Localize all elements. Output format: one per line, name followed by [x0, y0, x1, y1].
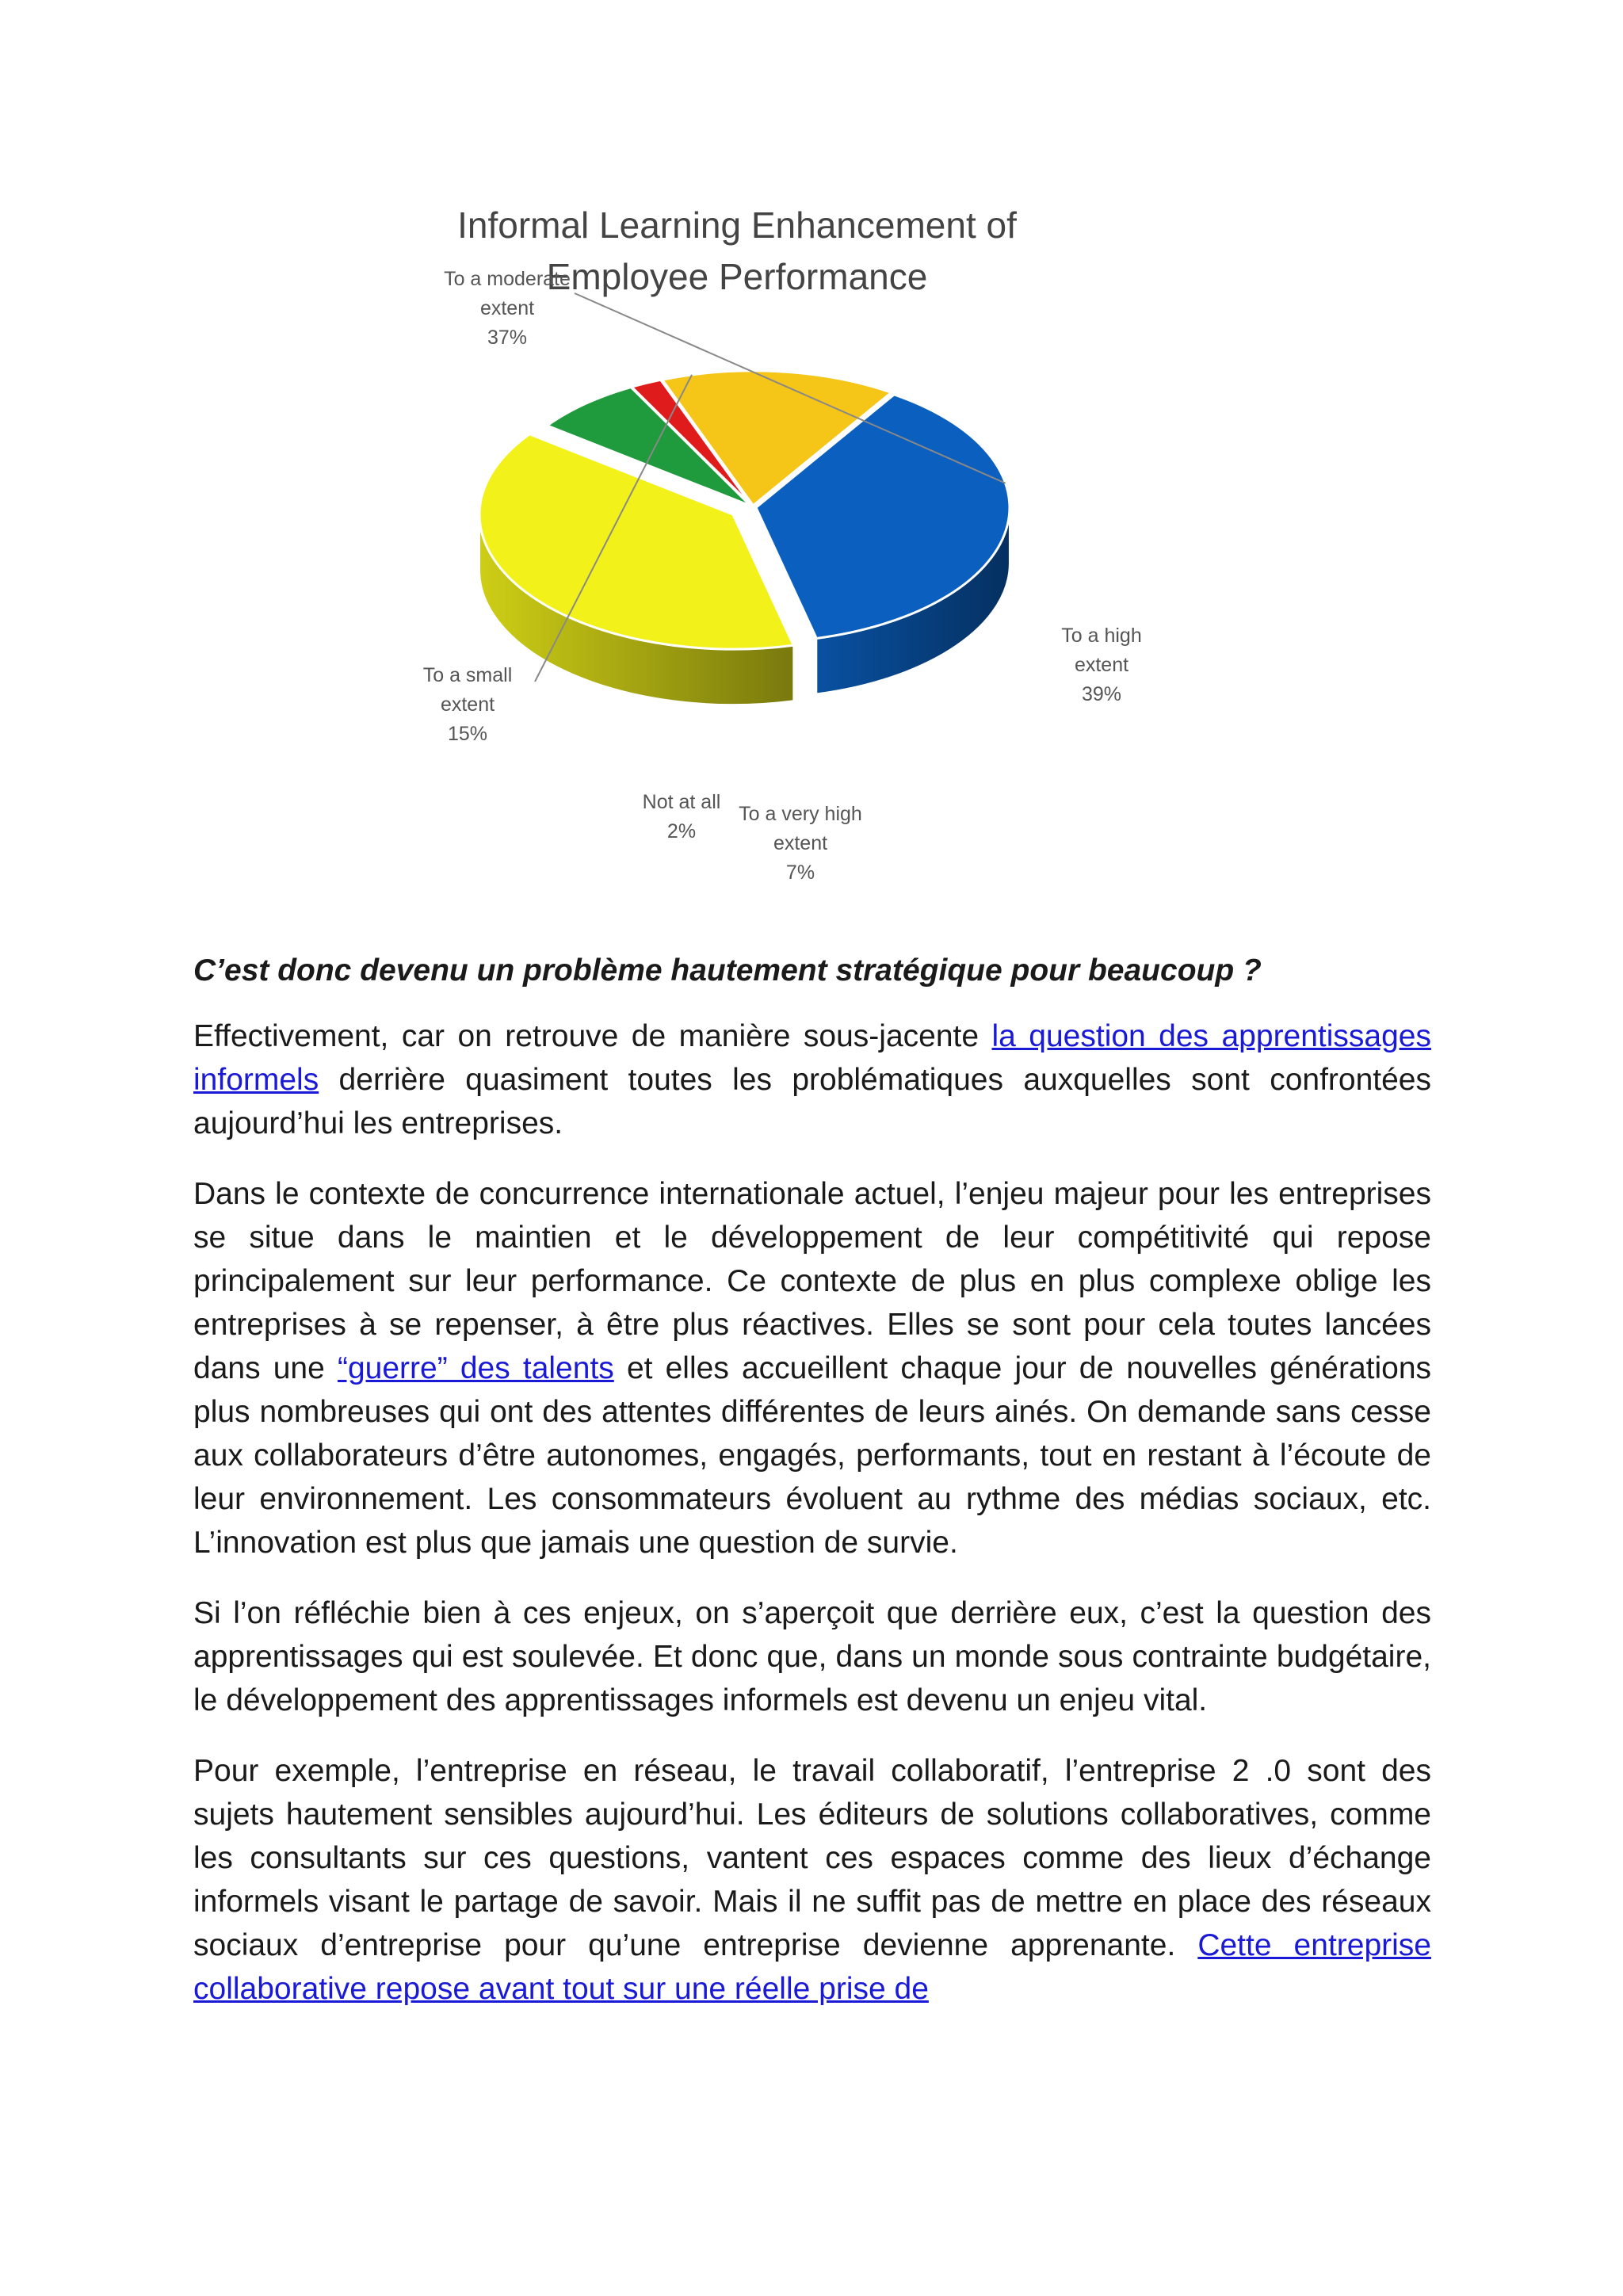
- pie-label-to-a-high-extent-line-2: extent: [1074, 654, 1129, 676]
- chart-title-line-1: Informal Learning Enhancement of: [457, 204, 1017, 246]
- pie-label-to-a-small-extent-line-2: extent: [440, 693, 495, 716]
- pie-label-not-at-all-percent: 2%: [666, 820, 697, 842]
- pie-label-to-a-moderate-extent-percent: 37%: [487, 327, 528, 349]
- paragraph-1: [193, 1014, 1431, 1145]
- paragraph-2-text-b: et elles accueillent chaque jour de nouvelles générations plus nombreuses qui ont des attentes différentes de leurs ainés. On demande sans cesse aux collaborateurs d’être autonomes, engagés, performants, tout en restant à l’écoute de leur environnement. Les consommateurs évoluent au rythme des médias sociaux, etc. L’innovation est plus que jamais une question de survie.: [193, 1351, 1432, 1560]
- pie-label-to-a-very-high-extent-percent: 7%: [785, 861, 815, 884]
- section-question: C’est donc devenu un problème hautement stratégique pour beaucoup ?: [193, 953, 1262, 988]
- pie-label-to-a-very-high-extent-line-1: To a very high: [739, 803, 862, 825]
- link-apprentissages-informels[interactable]: la question des apprentissages informels: [193, 1019, 1432, 1097]
- paragraph-4: [193, 1749, 1431, 2011]
- paragraph-1-text-b: derrière quasiment toutes les problématiques auxquelles sont confrontées aujourd’hui les entreprises.: [193, 1063, 1431, 1140]
- paragraph-2-text-a: Dans le contexte de concurrence internationale actuel, l’enjeu majeur pour les entreprises se situe dans le maintien et le développement de leur compétitivité qui repose principalement sur leur performance. Ce contexte de plus en plus complexe oblige les entreprises à se repenser, à être plus réactives. Elles se sont pour cela toutes lancées dans une: [193, 1177, 1431, 1385]
- pie-label-to-a-high-extent-percent: 39%: [1081, 683, 1122, 705]
- pie-label-to-a-high-extent-line-1: To a high: [1061, 625, 1142, 647]
- pie-label-to-a-small-extent-percent: 15%: [447, 723, 488, 745]
- pie-chart: [412, 198, 1173, 888]
- paragraph-1-text-a: Effectivement, car on retrouve de manière sous-jacente: [193, 1019, 992, 1053]
- link-guerre-des-talents[interactable]: “guerre” des talents: [337, 1351, 614, 1385]
- paragraph-4-text-a: Pour exemple, l’entreprise en réseau, le travail collaboratif, l’entreprise 2 .0 sont des sujets hautement sensibles aujourd’hui. Les éditeurs de solutions collaboratives, comme les consultants sur ces questions, vantent ces espaces comme des lieux d’échange informels visant le partage de savoir. Mais il ne suffit pas de mettre en place des réseaux sociaux d’entreprise pour qu’une entreprise devienne apprenante.: [193, 1754, 1431, 1962]
- paragraph-2: [193, 1172, 1431, 1564]
- pie-label-to-a-small-extent-line-1: To a small: [422, 664, 513, 686]
- pie-label-to-a-moderate-extent-line-2: extent: [479, 297, 535, 319]
- pie-label-to-a-moderate-extent-line-1: To a moderate: [444, 268, 571, 290]
- chart-title-line-2: Employee Performance: [546, 256, 928, 297]
- pie-label-not-at-all-line-1: Not at all: [642, 791, 721, 813]
- link-entreprise-collaborative[interactable]: Cette entreprise collaborative repose avant tout sur une réelle prise de: [193, 1928, 1431, 2006]
- article-body: [193, 949, 1431, 2038]
- pie-label-to-a-very-high-extent-line-2: extent: [773, 832, 828, 854]
- paragraph-3: Si l’on réfléchie bien à ces enjeux, on s’aperçoit que derrière eux, c’est la question des apprentissages qui est soulevée. Et donc que, dans un monde sous contrainte budgétaire, le développement des apprentissages informels est devenu un enjeu vital.: [193, 1596, 1431, 1717]
